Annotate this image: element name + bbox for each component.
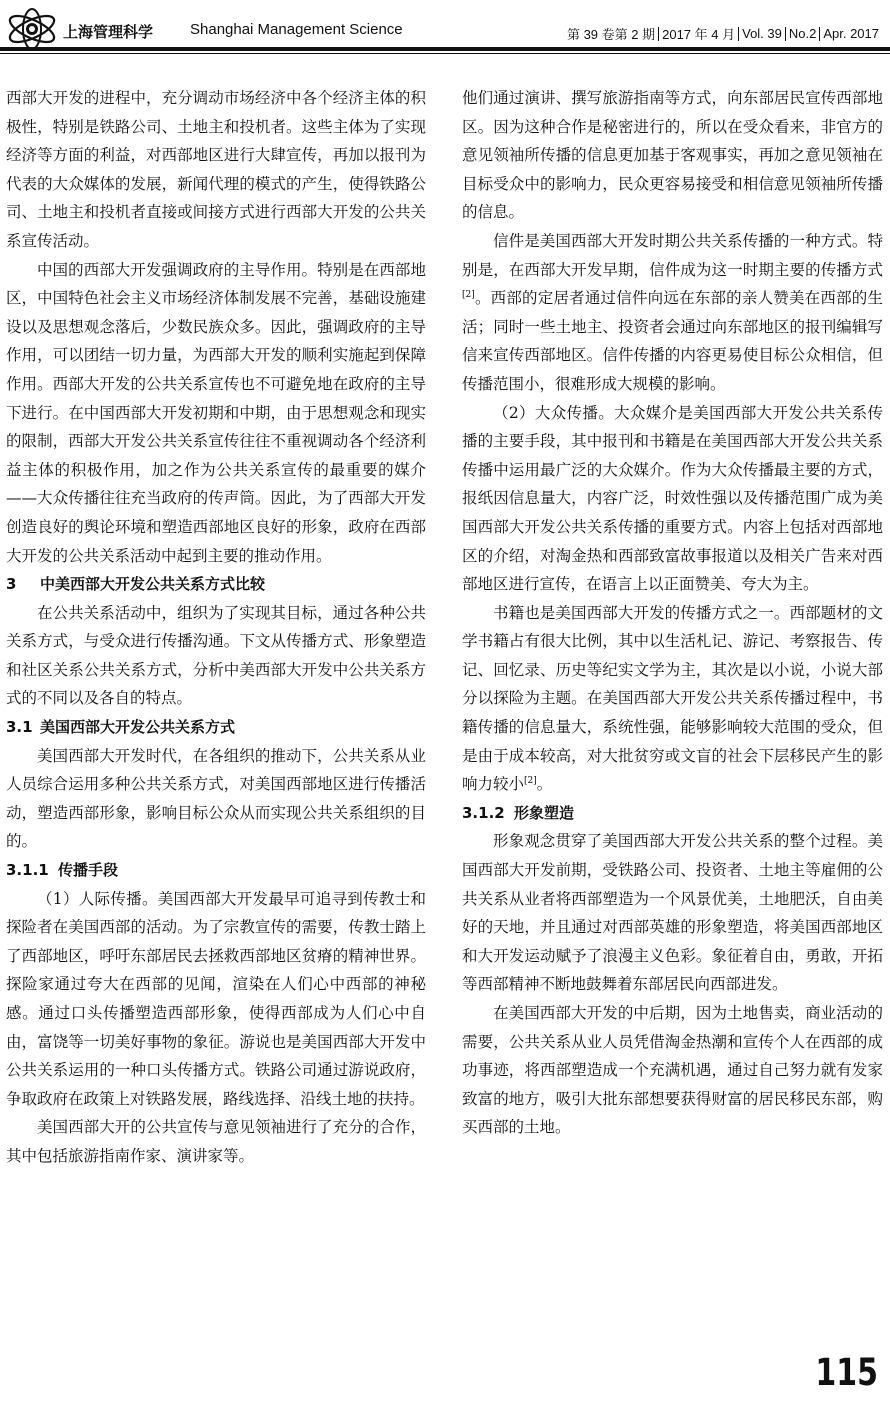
issue-en: No.2 <box>788 26 817 41</box>
page-number: 115 <box>815 1351 878 1395</box>
paragraph-text: 。 <box>536 775 553 794</box>
paragraph-text: 。西部的定居者通过信件向远在东部的亲人赞美在西部的生活；同时一些土地主、投资者会通过向东部地区的报刊编辑写信来宣传西部地区。信件传播的内容更易使目标公众相信，但传播范围小，很难形成大规模的影响。 <box>462 289 883 393</box>
paragraph <box>462 399 883 599</box>
paragraph-text: 在公共关系活动中，组织为了实现其目标，通过各种公共关系方式，与受众进行传播沟通。下文从传播方式、形象塑造和社区关系公共关系方式，分析中美西部大开发中公共关系方式的不同以及各自的特点。 <box>6 603 426 708</box>
subsection-heading <box>6 856 426 885</box>
citation-ref: [2] <box>462 290 475 300</box>
paragraph <box>6 599 426 713</box>
heading-number: 3.1 <box>6 718 33 737</box>
issue-info <box>564 24 882 43</box>
section-heading <box>6 713 426 742</box>
header-rule-thick <box>0 47 890 51</box>
subsection-heading <box>462 799 883 828</box>
paragraph-text: 中国的西部大开发强调政府的主导作用。特别是在西部地区，中国特色社会主义市场经济体制发展不完善，基础设施建设以及思想观念落后，少数民族众多。因此，强调政府的主导作用，可以团结一切力量，为西部大开发的顺利实施起到保障作用。西部大开发的公共关系宣传也不可避免地在政府的主导下进行。在中国西部大开发初期和中期，由于思想观念和现实的限制，西部大开发公共关系宣传往往不重视调动各个经济利益主体的积极作用，加之作为公共关系宣传的最重要的媒介——大众传播往往充当政府的传声筒。因此，为了西部大开发创造良好的舆论环境和塑造西部地区良好的形象，政府在西部大开发的公共关系活动中起到主要的推动作用。 <box>6 260 426 565</box>
paragraph <box>462 227 883 399</box>
journal-logo-icon <box>4 6 62 52</box>
date-cn: 2017 年 4 月 <box>662 27 736 42</box>
paragraph-text: 西部大开发的进程中，充分调动市场经济中各个经济主体的积极性，特别是铁路公司、土地主和投机者。这些主体为了实现经济等方面的利益，对西部地区进行大肆宣传，再加以报刊为代表的大众媒体的发展，新闻代理的模式的产生，使得铁路公司、土地主和投机者直接或间接方式进行西部大开发的公共关系宣传活动。 <box>6 89 426 250</box>
volume-cn: 第 39 卷第 2 期 <box>566 27 656 42</box>
volume-en: Vol. 39 <box>742 26 782 41</box>
paragraph-text: （1）人际传播。美国西部大开发最早可追寻到传教士和探险者在美国西部的活动。为了宗教宣传的需要，传教士踏上了西部地区，呼吁东部居民去拯救西部地区贫瘠的精神世界。探险家通过夸大在西部的见闻，渲染在人们心中西部的神秘感。通过口头传播塑造西部形象，使得西部成为人们心中自由，富饶等一切美好事物的象征。游说也是美国西部大开发中公共关系运用的一种口头传播方式。铁路公司通过游说政府，争取政府在政策上对铁路发展，路线选择、沿线土地的扶持。 <box>6 889 426 1108</box>
heading-text: 中美西部大开发公共关系方式比较 <box>40 575 266 594</box>
header-rule-thin <box>0 53 890 54</box>
running-header <box>0 0 890 60</box>
paragraph-text: 书籍也是美国西部大开发的传播方式之一。西部题材的文学书籍占有很大比例，其中以生活札记、游记、考察报告、传记、回忆录、历史等纪实文学为主，其次是以小说，小说大部分以探险为主题。在美国西部大开发公共关系传播过程中，书籍传播的信息量大，系统性强，能够影响较大范围的受众，但是由于成本较高，对大批贫穷或文盲的社会下层移民产生的影响力较小 <box>462 603 883 794</box>
paragraph <box>462 827 883 999</box>
heading-text: 传播手段 <box>58 861 119 880</box>
heading-text: 美国西部大开发公共关系方式 <box>40 718 236 737</box>
journal-title-cn: 上海管理科学 <box>63 23 154 41</box>
paragraph <box>6 742 426 856</box>
heading-number: 3.1.1 <box>6 861 49 880</box>
paragraph-text: 美国西部大开的公共宣传与意见领袖进行了充分的合作，其中包括旅游指南作家、演讲家等。 <box>6 1118 426 1165</box>
heading-number: 3.1.2 <box>462 803 505 822</box>
heading-number: 3 <box>6 575 17 594</box>
citation-ref: [2] <box>524 776 537 787</box>
heading-text: 形象塑造 <box>514 803 575 822</box>
section-heading <box>6 570 426 599</box>
journal-title-en: Shanghai Management Science <box>190 21 403 38</box>
paragraph <box>6 256 426 571</box>
paragraph-text: 美国西部大开发时代，在各组织的推动下，公共关系从业人员综合运用多种公共关系方式，对美国西部地区进行传播活动，塑造西部形象，影响目标公众从而实现公共关系组织的目的。 <box>6 746 426 851</box>
paragraph-text: 他们通过演讲、撰写旅游指南等方式，向东部居民宣传西部地区。因为这种合作是秘密进行的，所以在受众看来，非官方的意见领袖所传播的信息更加基于客观事实，再加之意见领袖在目标受众中的影响力，民众更容易接受和相信意见领袖所传播的信息。 <box>462 89 883 222</box>
paragraph <box>462 599 883 799</box>
paragraph <box>462 84 883 227</box>
paragraph <box>462 999 883 1142</box>
paragraph <box>6 885 426 1114</box>
paragraph <box>6 1113 426 1170</box>
paragraph-text: 形象观念贯穿了美国西部大开发公共关系的整个过程。美国西部大开发前期，受铁路公司、投资者、土地主等雇佣的公共关系从业者将西部塑造为一个风景优美，土地肥沃，自由美好的天地，并且通过对西部英雄的形象塑造，将美国西部地区和大开发运动赋予了浪漫主义色彩。象征着自由，勇敢，开拓等西部精神不断地鼓舞着东部居民向西部进发。 <box>462 832 883 994</box>
paragraph-text: 在美国西部大开发的中后期，因为土地售卖，商业活动的需要，公共关系从业人员凭借淘金热潮和宣传个人在西部的成功事迹，将西部塑造成一个充满机遇，通过自己努力就有发家致富的地方，吸引大批东部想要获得财富的居民移民东部，购买西部的土地。 <box>462 1004 883 1137</box>
right-column <box>462 84 883 1142</box>
left-column <box>6 84 426 1171</box>
date-en: Apr. 2017 <box>823 26 879 41</box>
paragraph-text: （2）大众传播。大众媒介是美国西部大开发公共关系传播的主要手段，其中报刊和书籍是在美国西部大开发公共关系传播中运用最广泛的大众媒介。作为大众传播最主要的方式，报纸因信息量大，内容广泛，时效性强以及传播范围广成为美国西部大开发公共关系传播的重要方式。内容上包括对西部地区的介绍，对淘金热和西部致富故事报道以及相关广告来对西部地区进行宣传，在语言上以正面赞美、夸大为主。 <box>462 403 883 594</box>
paragraph <box>6 84 426 256</box>
paragraph-text: 信件是美国西部大开发时期公共关系传播的一种方式。特别是，在西部大开发早期，信件成为这一时期主要的传播方式 <box>462 231 883 279</box>
